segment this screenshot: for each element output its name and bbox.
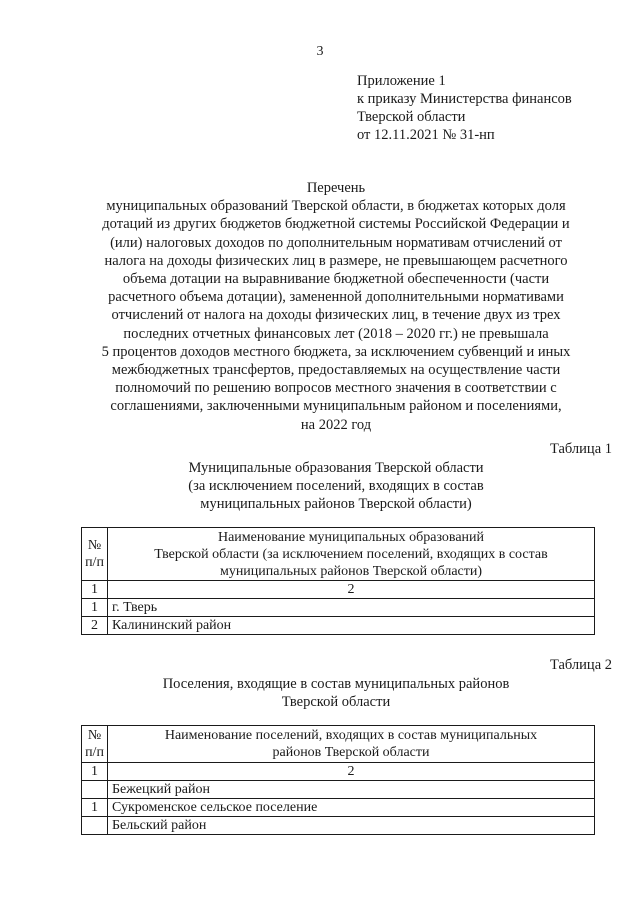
header-num-line: п/п	[85, 555, 104, 570]
header-num-line: №	[87, 538, 102, 553]
caption-line: муниципальных районов Тверской области)	[200, 496, 472, 512]
row-name-cell: Бельский район	[108, 817, 595, 835]
table-header-row	[82, 726, 595, 763]
header-name-line: Наименование муниципальных образований	[217, 529, 485, 545]
row-name-cell: Сукроменское сельское поселение	[108, 799, 595, 817]
table1-caption	[110, 459, 562, 513]
table-row	[82, 817, 595, 835]
header-name-cell	[108, 528, 595, 581]
header-name-line: районов Тверской области	[272, 745, 430, 760]
appendix-line: Приложение 1	[357, 73, 446, 89]
title-line: на 2022 год	[300, 416, 372, 433]
table2-caption	[110, 675, 562, 711]
row-name-cell: г. Тверь	[108, 599, 595, 617]
header-num-line: №	[87, 728, 102, 743]
caption-line: (за исключением поселений, входящих в состав	[188, 478, 484, 494]
appendix-line: Тверской области	[357, 109, 466, 125]
title-line: 5 процентов доходов местного бюджета, за исключением субвенций и иных	[101, 343, 571, 360]
table-index-row	[82, 581, 595, 599]
index-cell: 1	[82, 581, 108, 599]
title-line: Перечень	[306, 180, 366, 196]
appendix-line: от 12.11.2021 № 31-нп	[357, 127, 495, 143]
title-line: последних отчетных финансовых лет (2018 – 2020 гг.) не превышала	[123, 325, 549, 342]
index-cell: 1	[82, 763, 108, 781]
document-title	[52, 179, 620, 434]
caption-line: Поселения, входящие в состав муниципальных районов	[162, 676, 510, 692]
header-num-line: п/п	[85, 745, 104, 760]
index-cell: 2	[108, 763, 595, 781]
header-name-line: Тверской области (за исключением поселений, входящих в состав	[154, 546, 548, 562]
title-line: отчислений от налога на доходы физических лиц, в течение двух из трех	[111, 307, 561, 324]
appendix-line: к приказу Министерства финансов	[357, 91, 572, 107]
row-num-cell: 1	[82, 799, 108, 817]
row-num-cell: 1	[82, 599, 108, 617]
row-num-cell: 2	[82, 617, 108, 635]
title-line: соглашениями, заключенными муниципальным районом и поселениями,	[110, 398, 562, 415]
row-num-cell	[82, 781, 108, 799]
table-row	[82, 799, 595, 817]
header-num-cell	[82, 528, 108, 581]
header-name-line: Наименование поселений, входящих в состав муниципальных	[164, 728, 538, 743]
table2-label: Таблица 2	[549, 657, 612, 673]
caption-line: Муниципальные образования Тверской области	[188, 460, 484, 476]
table-header-row	[82, 528, 595, 581]
title-line: межбюджетных трансфертов, предоставляемых на осуществление части	[111, 362, 561, 379]
appendix-block	[357, 72, 572, 144]
title-line: налога на доходы физических лиц в размере, не превышающем расчетного	[104, 252, 568, 269]
row-name-cell: Калининский район	[108, 617, 595, 635]
header-num-cell	[82, 726, 108, 763]
page-number: 3	[316, 44, 324, 59]
title-line: расчетного объема дотации), замененной дополнительными нормативами	[108, 289, 564, 306]
row-num-cell	[82, 817, 108, 835]
table1	[81, 527, 595, 635]
title-line: дотаций из других бюджетов бюджетной системы Российской Федерации и	[102, 216, 570, 233]
title-line: (или) налоговых доходов по дополнительным нормативам отчислений от	[110, 234, 562, 251]
row-name-cell: Бежецкий район	[108, 781, 595, 799]
header-name-cell	[108, 726, 595, 763]
caption-line: Тверской области	[281, 694, 391, 710]
table1-label: Таблица 1	[549, 441, 612, 457]
header-name-line: муниципальных районов Тверской области)	[219, 563, 483, 579]
title-line: муниципальных образований Тверской области, в бюджетах которых доля	[106, 198, 566, 215]
table-row	[82, 617, 595, 635]
title-line: объема дотации на выравнивание бюджетной обеспеченности (части	[122, 271, 550, 288]
table2	[81, 725, 595, 835]
index-cell: 2	[108, 581, 595, 599]
table-row	[82, 781, 595, 799]
table-row	[82, 599, 595, 617]
table-index-row	[82, 763, 595, 781]
title-line: полномочий по решению вопросов местного значения в соответствии с	[115, 380, 557, 397]
